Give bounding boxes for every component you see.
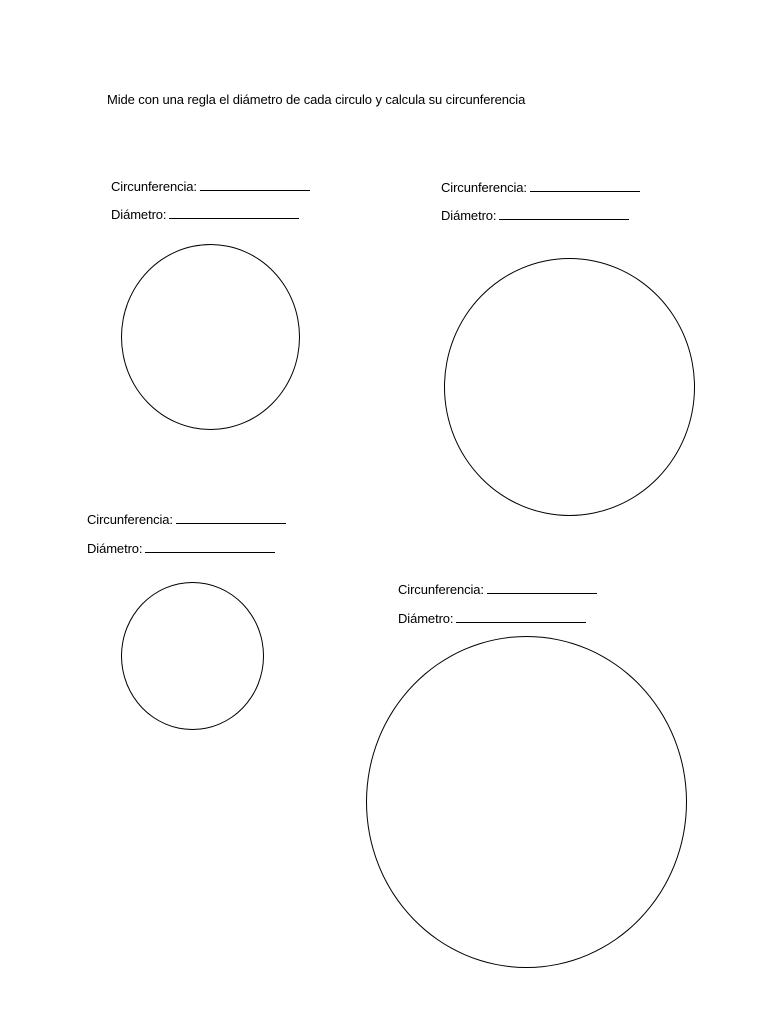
circumference-blank[interactable] (487, 581, 597, 594)
diameter-blank[interactable] (145, 540, 275, 553)
circumference-blank[interactable] (530, 179, 640, 192)
circumference-label: Circunferencia: (111, 179, 197, 194)
instruction-text: Mide con una regla el diámetro de cada circulo y calcula su circunferencia (107, 92, 526, 107)
circle-4-circumference-field[interactable] (398, 581, 597, 598)
diameter-blank[interactable] (456, 610, 586, 623)
circle-4-diameter-field[interactable] (398, 610, 586, 627)
diameter-label: Diámetro: (441, 208, 497, 223)
circle-2-diameter-field[interactable] (441, 207, 629, 224)
circle-1-circumference-field[interactable] (111, 178, 310, 195)
diameter-blank[interactable] (499, 207, 629, 220)
circumference-label: Circunferencia: (441, 180, 527, 195)
diameter-label: Diámetro: (398, 611, 454, 626)
circumference-label: Circunferencia: (398, 582, 484, 597)
circle-4 (366, 636, 687, 968)
circumference-label: Circunferencia: (87, 512, 173, 527)
circle-1 (121, 244, 300, 430)
circle-1-diameter-field[interactable] (111, 206, 299, 223)
circle-3-circumference-field[interactable] (87, 511, 286, 528)
circumference-blank[interactable] (176, 511, 286, 524)
diameter-label: Diámetro: (111, 207, 167, 222)
circle-2 (444, 258, 695, 516)
circumference-blank[interactable] (200, 178, 310, 191)
diameter-label: Diámetro: (87, 541, 143, 556)
circle-2-circumference-field[interactable] (441, 179, 640, 196)
diameter-blank[interactable] (169, 206, 299, 219)
circle-3 (121, 582, 264, 730)
circle-3-diameter-field[interactable] (87, 540, 275, 557)
